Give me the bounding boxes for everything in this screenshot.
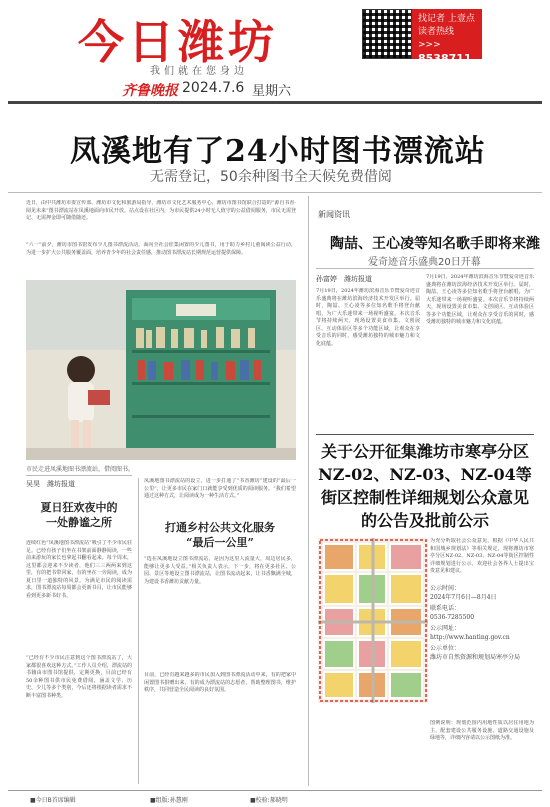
notice-phone-label: 联系电话： (430, 605, 461, 612)
section-title-summer-night: 夏日狂欢夜中的 一处静谧之所 (40, 501, 118, 529)
hotline-line2: 读者热线>>> (418, 27, 455, 50)
lead-subhead: 无需登记，50余种图书全天候免费借阅 (150, 169, 392, 185)
concert-body-col1: 7月19日，2024年潍坊滨海音乐节暨爱奇迹音乐盛典将在潍坊滨海经济技术开发区举行。届时，陶喆、王心凌等多位知名歌手将登台献唱，为广大乐迷带来一场视听盛宴。本次音乐节将持续两天，现场设置美食市集、文创展区、互动体验区等多个功能区域，让观众在享受音乐的同时，感受潍坊独特的城市魅力和文化底蕴。 (316, 288, 420, 347)
left-byline: 吴昊 潍坊报道 (26, 480, 75, 488)
reader-hotline-box (412, 9, 482, 65)
lead-paragraph-1: 近日，由中共潍坊市委宣传部、潍坊市文化和旅游局指导，潍坊市文化艺术服务中心、潍坊市图书馆联合打造的“源自书香·阅见未来”图书漂流站在凤溪地面向市民开放。站点设在社区内，为市民提供24小时无人值守的公益借阅服务，市民无需登记、无需押金即可随借随还。 (26, 200, 296, 221)
lead-headline: 凤溪地有了24小时图书漂流站 (70, 134, 486, 169)
left-col-divider (26, 475, 132, 476)
left-body-1: 连续红色“凤溪地图书漂流站”吸引了不少市民驻足。已经有孩子们坐在书架前面静静阅读，一些前来游玩的家长也拿起书翻看起来。每个周末，这里都会迎来不少读者，他们三三两两来到这里，有的把书带回家，有的坐在一旁阅读，成为夏日里一道独特的风景。为满足市民的阅读需求，图书漂流站每周都会更新书目，让市民能够看到更多新书好书。 (26, 540, 132, 599)
notice-title: 关于公开征集潍坊市寒亭分区NZ-02、NZ-03、NZ-04等街区控制性详细规划公众意见的公告及批前公示 (318, 442, 532, 530)
notice-org: 潍坊市自然资源和规划局寒亭分局 (430, 654, 521, 661)
footer-editor: ■今日B首席编辑 (30, 797, 76, 804)
lead-paragraph-2: “六一”前夕，潍坊市图书馆发布少儿图书漂流活动，面向全社会征集闲置的少儿图书，用于助力乡村儿童阅读公益行动，为进一步扩大公共服务覆盖面，培养青少年的社会责任感，推动图书漂流站长期规范运营提供保障。 (26, 242, 296, 256)
photo-caption: 市民走进凤溪地图书漂流站，借阅图书。 (26, 466, 135, 473)
concert-divider (316, 268, 534, 269)
mid-body-3: 目前，已经有越来越多的市民加入到图书漂流活动中来，有的把家中闲置图书捐赠出来，有的成为漂流站的志愿者，帮助整理图书，维护秩序，共同营造全民阅读的良好氛围。 (144, 672, 296, 693)
section-title-last-mile: 打通乡村公共文化服务 “最后一公里” (165, 521, 275, 549)
issue-weekday: 星期六 (252, 84, 292, 99)
mid-body-1: 凤溪地图书漂流站的设立，进一步打通了“书香潍坊”建设的“最后一公里”，让更多市民在家门口就能享受到优质的阅读服务。“我们希望通过这种方式，让阅读成为一种生活方式。” (144, 478, 296, 499)
concert-body-col2: 7月19日，2024年潍坊滨海音乐节暨爱奇迹音乐盛典将在潍坊滨海经济技术开发区举行。届时，陶喆、王心凌等多位知名歌手将登台献唱，为广大乐迷带来一场视听盛宴。本次音乐节将持续两天，现场设置美食市集、文创展区、互动体验区等多个功能区域，让观众在享受音乐的同时，感受潍坊独特的城市魅力和文化底蕴。 (426, 274, 534, 325)
footer-layout: ■组版:孙慧刚 (150, 797, 188, 804)
map-legend-text: 图例说明：规划范围内用地性质以居住用地为主，配套建设公共服务设施、道路交通设施及绿地等，详细内容请以公示图纸为准。 (430, 720, 534, 741)
brand-logo: 齐鲁晚报 (122, 83, 178, 99)
bookshelf-photo-illustration (26, 280, 296, 460)
lead-divider (8, 192, 542, 193)
qr-code-icon[interactable] (362, 9, 412, 59)
hotline-line1: 找记者 上壹点 (418, 14, 475, 24)
notice-period: 2024年7月6日—8月4日 (430, 594, 497, 601)
right-column-separator (308, 196, 309, 786)
column-separator (138, 478, 139, 784)
concert-subhead: 爱奇迹音乐盛典20日开幕 (368, 257, 481, 268)
footer-proof: ■校验:郝晓明 (250, 797, 288, 804)
masthead-divider (8, 101, 542, 104)
concert-byline: 孙富婷 潍坊报道 (316, 275, 372, 283)
footer-rule (8, 790, 542, 791)
notice-body: 为充分听取社会公众意见，根据《中华人民共和国城乡规划法》等相关规定，现将潍坊市寒亭分区NZ-02、NZ-03、NZ-04等街区控制性详细规划进行公示，欢迎社会各界人士提出宝贵意见和建议。 (430, 538, 534, 574)
notice-phone: 0536-7285500 (430, 614, 475, 621)
notice-top-rule (316, 434, 534, 435)
zoning-map-illustration (318, 538, 428, 703)
hotline-number: 8538711 (418, 52, 472, 65)
zoning-map (318, 538, 428, 703)
mid-body-2: “选在凤溪地设立图书漂流站，是因为这里人流量大，周边居民多，能够让更多人受益。”相关负责人表示，下一步，将在更多社区、公园、景区等地设立图书漂流站，让图书流动起来，让书香飘满全城，为建设书香潍坊贡献力量。 (144, 556, 296, 585)
notice-site[interactable]: http://www.hanting.gov.cn (430, 634, 510, 641)
issue-date: 2024.7.6 (182, 80, 245, 96)
notice-site-label: 公示网址： (430, 625, 461, 632)
notice-org-label: 公示单位： (430, 645, 461, 652)
notice-period-label: 公示时间： (430, 585, 461, 592)
masthead-slogan: 我们就在您身边 (150, 66, 248, 77)
section-label-news: 新闻资讯 (318, 210, 350, 219)
lead-photo (26, 280, 296, 460)
left-body-2: “已经有不少市民注意到这个图书漂流站了，大家都很喜欢这种方式。”工作人员介绍，漂流站的书籍由市图书馆提供，定期更换，目前已经有50余种图书供市民免费借阅，涵盖文学、历史、少儿等多个类别，今后还将根据读者需求不断丰富图书种类。 (26, 655, 132, 699)
masthead-title: 今日潍坊 (78, 15, 278, 69)
concert-headline: 陶喆、王心凌等知名歌手即将来潍 (330, 236, 540, 252)
